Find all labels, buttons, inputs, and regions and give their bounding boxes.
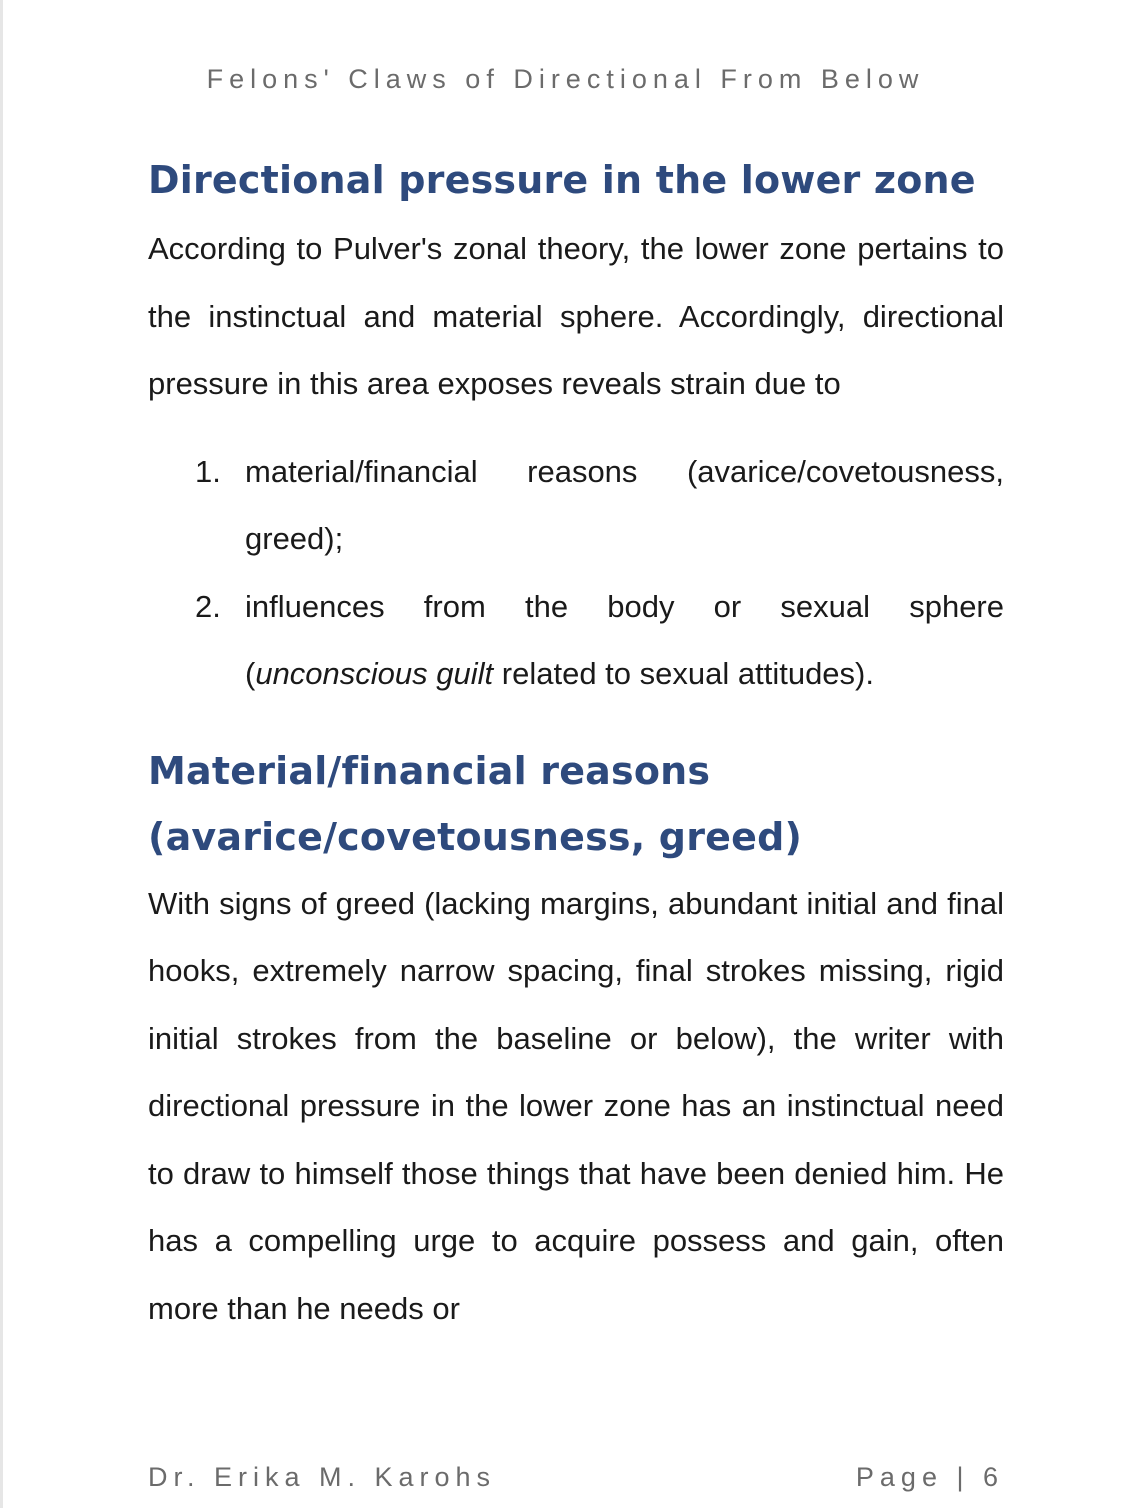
reasons-list: [148, 438, 1004, 708]
document-body: [148, 150, 1004, 1342]
list-item-number: 2.: [195, 588, 221, 624]
page-edge: [0, 0, 3, 1508]
list-item-text: [245, 589, 1004, 692]
emphasis-unconscious-guilt: unconscious guilt: [255, 656, 494, 691]
section-heading-material-reasons: [148, 738, 1004, 870]
section-heading-line-1: Material/financial reasons: [148, 748, 711, 793]
intro-paragraph: According to Pulver's zonal theory, the lower zone pertains to the instinctual and material sphere. Accordingly, directional pressure in this area exposes reveals strain due to: [148, 231, 1004, 401]
greed-paragraph: With signs of greed (lacking margins, abundant initial and final hooks, extremely narrow spacing, final strokes missing, rigid initial strokes from the baseline or below), the writer with directional pressure in the lower zone has an instinctual need to draw to himself those things that have been denied him. He has a compelling urge to acquire possess and gain, often more than he needs or: [148, 885, 1004, 1326]
page-number: Page | 6: [855, 1462, 1004, 1492]
list-item-text: material/financial reasons (avarice/covetousness, greed);: [245, 453, 1004, 556]
section-heading-directional-pressure: Directional pressure in the lower zone: [148, 158, 976, 202]
list-item-number: 1.: [195, 453, 221, 489]
list-item-text-end: related to sexual attitudes).: [493, 656, 874, 691]
list-item: [195, 573, 1004, 708]
section-heading-line-2: (avarice/covetousness, greed): [148, 814, 803, 859]
list-item: [195, 438, 1004, 573]
running-footer: [148, 1462, 1004, 1502]
footer-author: Dr. Erika M. Karohs: [148, 1462, 497, 1492]
list-item-text-start: influences from the body or sexual sphere (: [245, 588, 1004, 691]
running-header: Felons' Claws of Directional From Below: [206, 64, 925, 94]
